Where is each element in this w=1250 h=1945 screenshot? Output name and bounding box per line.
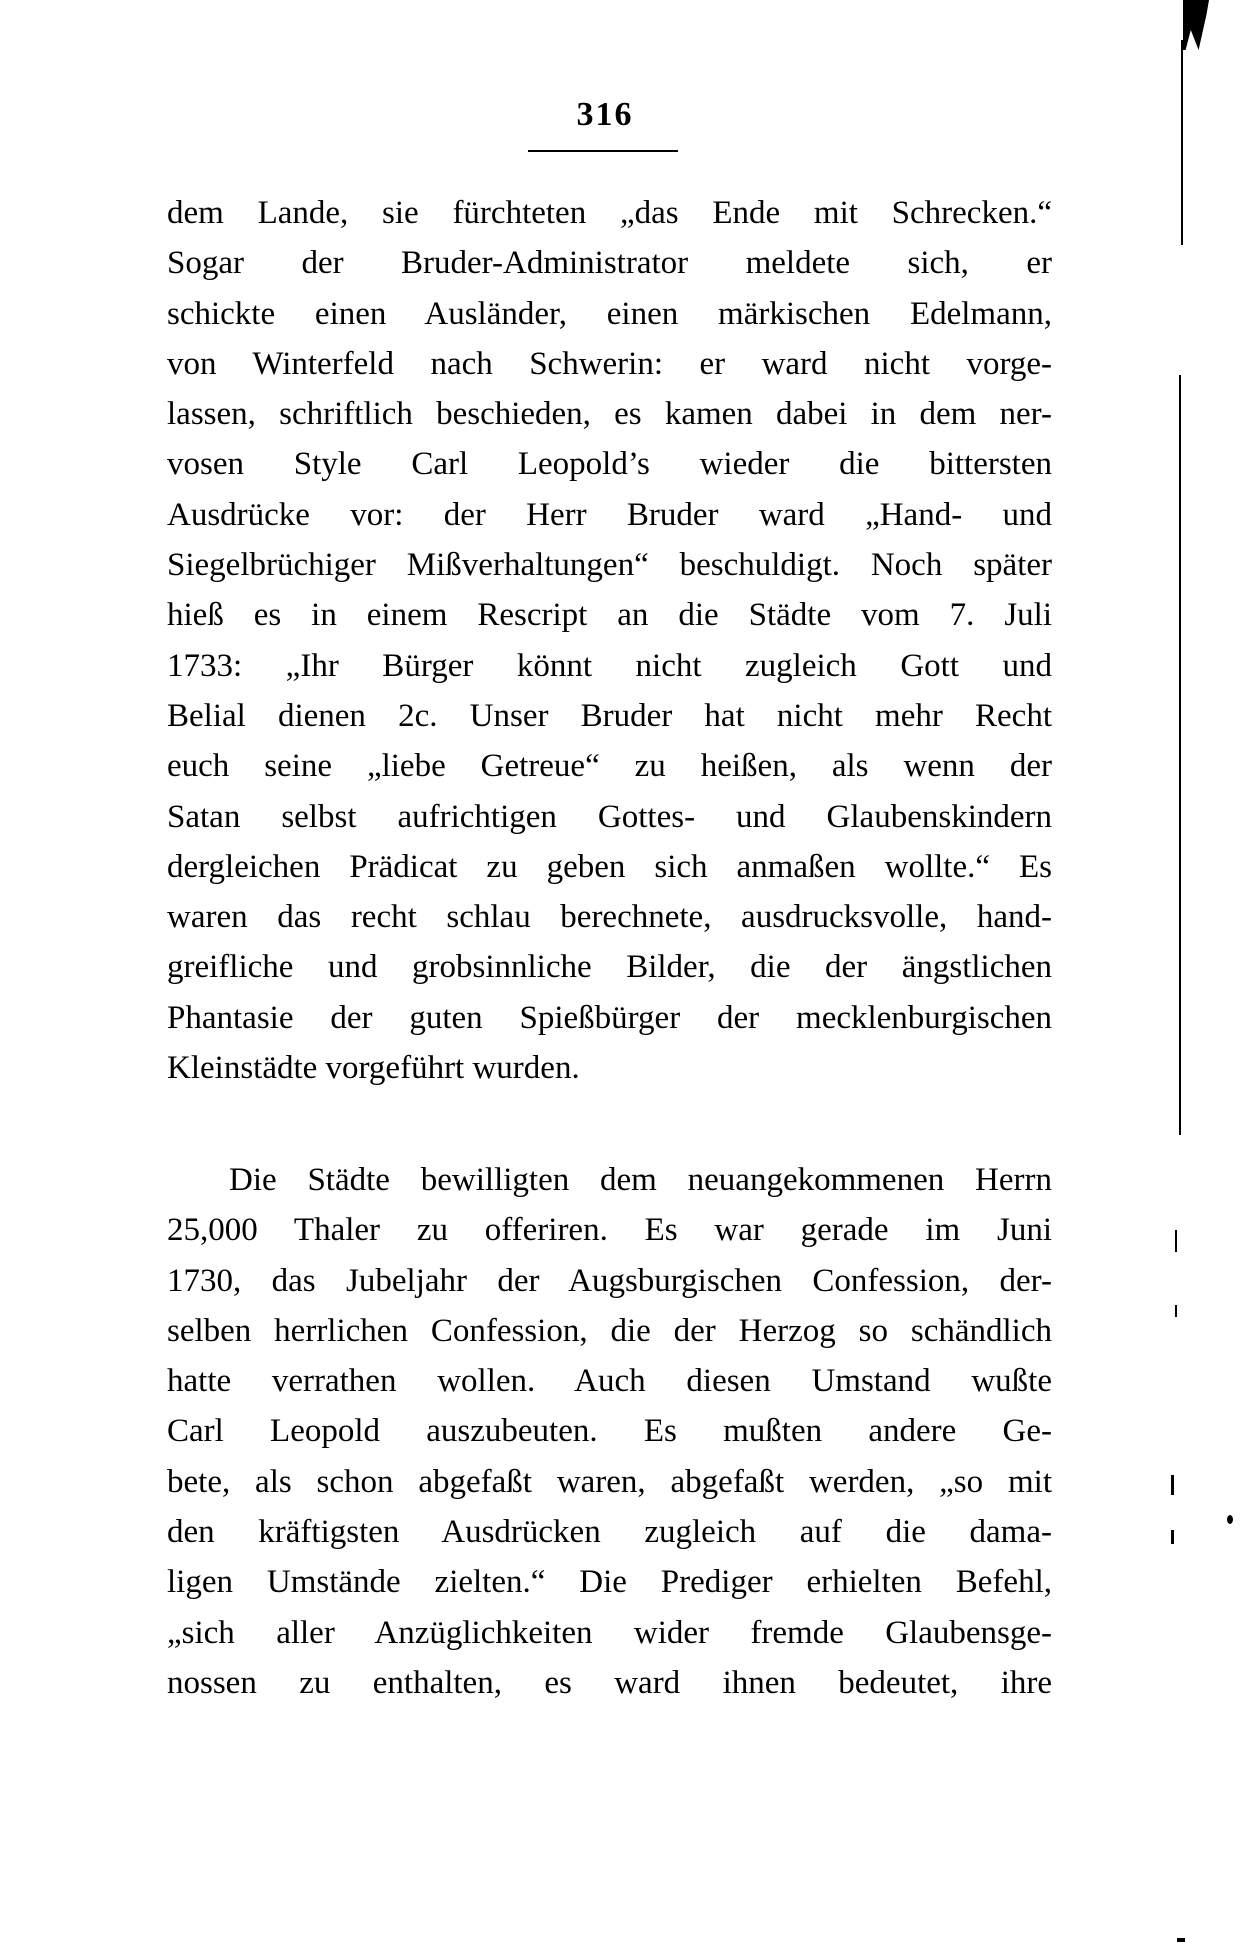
scan-mark [1171, 1530, 1174, 1544]
text-line: den kräftigsten Ausdrücken zugleich auf die dama- [167, 1514, 1052, 1551]
scan-mark [1175, 1305, 1177, 1317]
page-edge-line [1181, 40, 1183, 245]
scan-blot [1183, 0, 1209, 50]
scan-mark [1171, 1475, 1174, 1495]
text-line: schickte einen Ausländer, einen märkischen Edelmann, [167, 295, 1052, 332]
text-line: Kleinstädte vorgeführt wurden. [167, 1050, 580, 1087]
text-line: bete, als schon abgefaßt waren, abgefaßt werden, „so mit [167, 1463, 1052, 1500]
text-line: Phantasie der guten Spießbürger der mecklenburgischen [167, 999, 1052, 1036]
text-line: „sich aller Anzüglichkeiten wider fremde Glaubensge- [167, 1614, 1052, 1651]
text-line: euch seine „liebe Getreue“ zu heißen, als wenn der [167, 748, 1052, 785]
text-line: dem Lande, sie fürchteten „das Ende mit Schrecken.“ [167, 195, 1052, 231]
text-line: Die Städte bewilligten dem neuangekommenen Herrn [229, 1162, 1052, 1198]
text-line: dergleichen Prädicat zu geben sich anmaßen wollte.“ Es [167, 848, 1052, 885]
text-line: lassen, schriftlich beschieden, es kamen dabei in dem ner- [167, 396, 1052, 433]
text-line: vosen Style Carl Leopold’s wieder die bittersten [167, 446, 1052, 483]
text-line: greifliche und grobsinnliche Bilder, die der ängstlichen [167, 949, 1052, 986]
scan-mark [1177, 1938, 1185, 1942]
text-line: nossen zu enthalten, es ward ihnen bedeutet, ihre [167, 1664, 1052, 1701]
scan-mark [1227, 1515, 1233, 1524]
scan-mark [1175, 1230, 1177, 1252]
paragraph-1 [167, 188, 1052, 1093]
text-line: 25,000 Thaler zu offeriren. Es war gerade im Juni [167, 1212, 1052, 1249]
text-line: Siegelbrüchiger Mißverhaltungen“ beschuldigt. Noch später [167, 547, 1052, 584]
text-line: hatte verrathen wollen. Auch diesen Umstand wußte [167, 1363, 1052, 1400]
page-number: 316 [576, 96, 634, 133]
text-line: ligen Umstände zielten.“ Die Prediger erhielten Befehl, [167, 1564, 1052, 1601]
text-line: von Winterfeld nach Schwerin: er ward nicht vorge- [167, 345, 1052, 382]
header-rule [528, 150, 678, 152]
paragraph-2 [167, 1155, 1052, 1708]
text-line: Sogar der Bruder-Administrator meldete sich, er [167, 245, 1052, 282]
text-line: 1733: „Ihr Bürger könnt nicht zugleich Gott und [167, 647, 1052, 684]
text-line: waren das recht schlau berechnete, ausdrucksvolle, hand- [167, 899, 1052, 936]
text-line: hieß es in einem Rescript an die Städte vom 7. Juli [167, 597, 1052, 634]
text-line: Belial dienen 2c. Unser Bruder hat nicht mehr Recht [167, 697, 1052, 734]
text-line: Satan selbst aufrichtigen Gottes- und Glaubenskindern [167, 798, 1052, 835]
text-line: Carl Leopold auszubeuten. Es mußten andere Ge- [167, 1413, 1052, 1450]
text-line: Ausdrücke vor: der Herr Bruder ward „Hand- und [167, 496, 1052, 533]
page-edge-line [1179, 375, 1181, 1135]
text-line: 1730, das Jubeljahr der Augsburgischen Confession, der- [167, 1262, 1052, 1299]
text-line: selben herrlichen Confession, die der Herzog so schändlich [167, 1312, 1052, 1349]
